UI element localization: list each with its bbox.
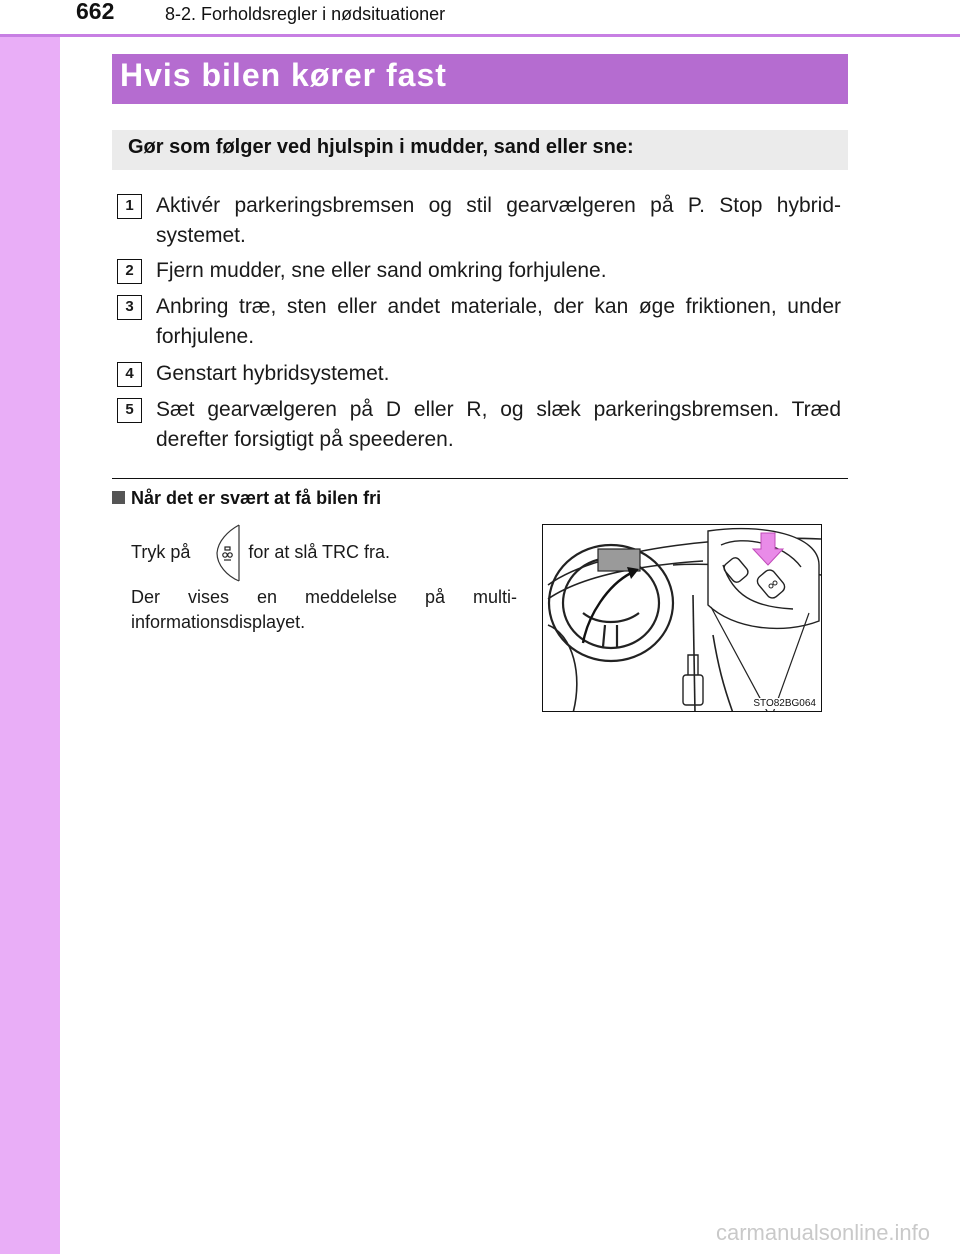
subsection-heading-text: Når det er svært at få bilen fri — [131, 488, 382, 508]
step-text: Genstart hybridsystemet. — [156, 362, 390, 385]
intro-text: Gør som følger ved hjulspin i mudder, sand eller sne: — [128, 136, 634, 158]
steering-wheel-figure-icon — [543, 525, 822, 712]
step-number-badge: 2 — [117, 259, 142, 284]
section-title-bar — [112, 54, 848, 104]
dashboard-illustration — [542, 524, 822, 712]
trc-instruction-after: for at slå TRC fra. — [248, 542, 391, 562]
step-text: Anbring træ, sten eller andet materiale, der kan øge friktionen, under forhjulene. — [156, 295, 841, 348]
figure-code: STO82BG064 — [753, 698, 816, 709]
running-head: 8-2. Forholdsregler i nødsituationer — [165, 4, 446, 24]
step-text: Fjern mudder, sne eller sand omkring forhjulene. — [156, 259, 607, 282]
subsection-heading — [112, 488, 381, 509]
section-divider — [112, 478, 848, 479]
intro-box — [112, 130, 848, 170]
step-number-badge: 5 — [117, 398, 142, 423]
trc-instruction — [131, 542, 390, 563]
section-title: Hvis bilen kører fast — [120, 57, 447, 93]
step-number-badge: 1 — [117, 194, 142, 219]
step-number-badge: 4 — [117, 362, 142, 387]
step-number-badge: 3 — [117, 295, 142, 320]
header-rule — [0, 34, 960, 37]
trc-note: Der vises en meddelelse på multi-informationsdisplayet. — [131, 587, 517, 632]
step-text: Aktivér parkeringsbremsen og stil gearvælgeren på P. Stop hybrid-systemet. — [156, 194, 841, 247]
step-text: Sæt gearvælgeren på D eller R, og slæk parkeringsbremsen. Træd derefter forsigtigt på speederen. — [156, 398, 841, 451]
header-band — [0, 0, 960, 34]
chapter-sidebar — [0, 0, 60, 1254]
watermark: carmanualsonline.info — [716, 1220, 931, 1245]
trc-instruction-before: Tryk på — [131, 542, 191, 562]
page-number: 662 — [76, 0, 115, 24]
trc-off-switch-icon — [212, 523, 246, 583]
square-bullet-icon — [112, 491, 125, 504]
